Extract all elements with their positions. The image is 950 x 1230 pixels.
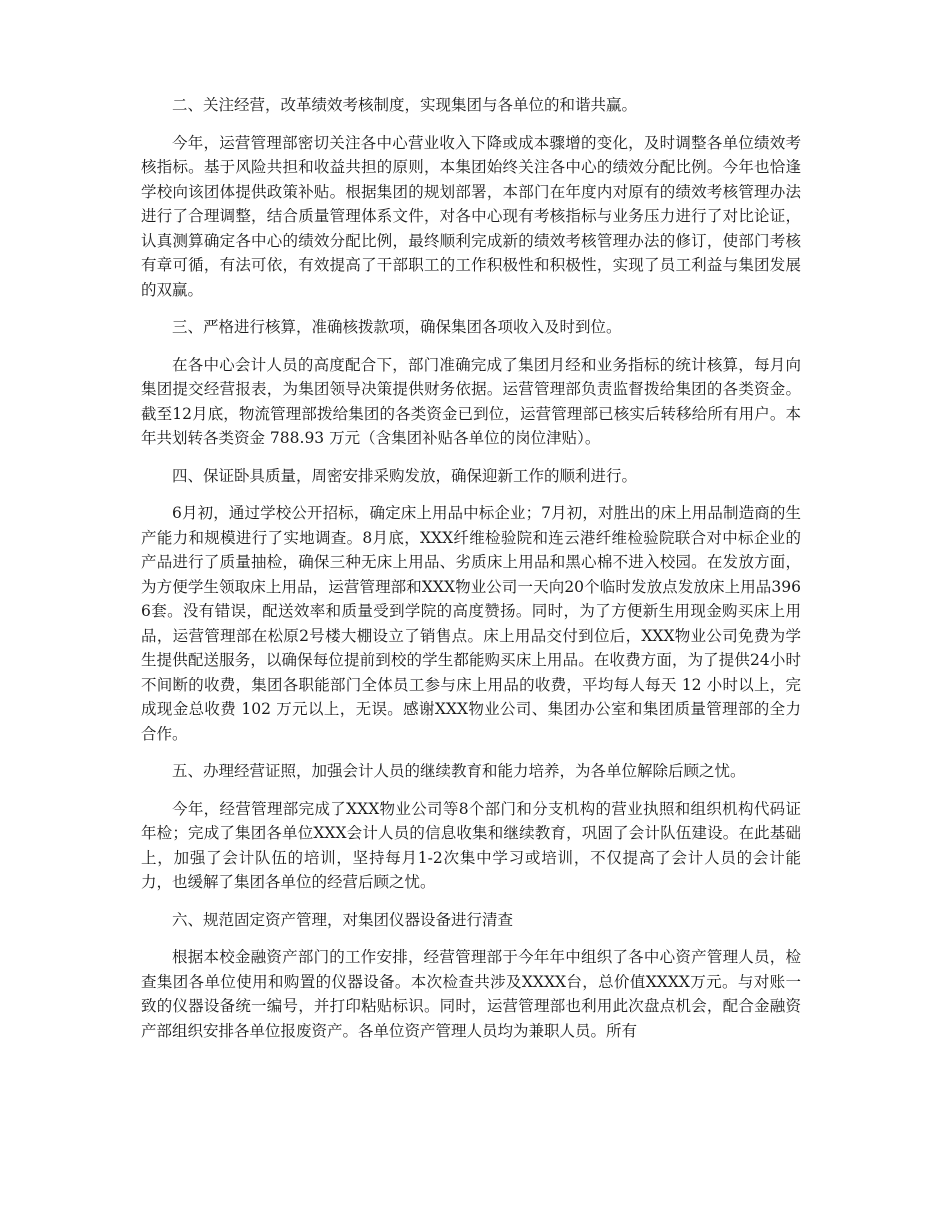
section-heading-4: 四、保证卧具质量，周密安排采购发放，确保迎新工作的顺利进行。 [172, 466, 638, 485]
section-paragraph-6: 根据本校金融资产部门的工作安排，经营管理部于今年年中组织了各中心资产管理人员，检查集团各单位使用和购置的仪器设备。本次检查共涉及XXXX台，总价值XXXX万元。与对账一致的仪器设备统一编号，并打印粘贴标识。同时，运营管理部也利用此次盘点机会，配合金融资产部组织安排各单位报废资产。各单位资产管理人员均为兼职人员。所有 [141, 948, 801, 1040]
document-body [141, 93, 801, 1056]
section-paragraph-4: 6月初，通过学校公开招标，确定床上用品中标企业；7月初，对胜出的床上用品制造商的生产能力和规模进行了实地调查。8月底，XXX纤维检验院和连云港纤维检验院联合对中标企业的产品进行了质量抽检，确保三种无床上用品、劣质床上用品和黑心棉不进入校园。在发放方面，为方便学生领取床上用品，运营管理部和XXX物业公司一天向20个临时发放点发放床上用品3966套。没有错误，配送效率和质量受到学院的高度赞扬。同时，为了方便新生用现金购买床上用品，运营管理部在松原2号楼大棚设立了销售点。床上用品交付到位后，XXX物业公司免费为学生提供配送服务，以确保每位提前到校的学生都能购买床上用品。在收费方面，为了提供24小时不间断的收费，集团各职能部门全体员工参与床上用品的收费，平均每人每天 12 小时以上，完成现金总收费 102 万元以上，无误。感谢XXX物业公司、集团办公室和集团质量管理部的全力合作。 [141, 504, 801, 743]
section-paragraph-2: 今年，运营管理部密切关注各中心营业收入下降或成本骤增的变化，及时调整各单位绩效考核指标。基于风险共担和收益共担的原则，本集团始终关注各中心的绩效分配比例。今年也恰逢学校向该团体提供政策补贴。根据集团的规划部署，本部门在年度内对原有的绩效考核管理办法进行了合理调整，结合质量管理体系文件，对各中心现有考核指标与业务压力进行了对比论证，认真测算确定各中心的绩效分配比例，最终顺利完成新的绩效考核管理办法的修订，使部门考核有章可循，有法可依，有效提高了干部职工的工作积极性和积极性，实现了员工利益与集团发展的双赢。 [141, 133, 801, 299]
section-heading-6: 六、规范固定资产管理，对集团仪器设备进行清查 [172, 910, 514, 929]
section-heading-3: 三、严格进行核算，准确核拨款项，确保集团各项收入及时到位。 [172, 318, 622, 336]
section-heading-2: 二、关注经营，改革绩效考核制度，实现集团与各单位的和谐共赢。 [172, 96, 638, 114]
section-paragraph-5: 今年，经营管理部完成了XXX物业公司等8个部门和分支机构的营业执照和组织机构代码证年检；完成了集团各单位XXX会计人员的信息收集和继续教育，巩固了会计队伍建设。在此基础上，加强了会计队伍的培训，坚持每月1-2次集中学习或培训，不仅提高了会计人员的会计能力，也缓解了集团各单位的经营后顾之忧。 [141, 799, 801, 891]
section-paragraph-3: 在各中心会计人员的高度配合下，部门准确完成了集团月经和业务指标的统计核算，每月向集团提交经营报表，为集团领导决策提供财务依据。运营管理部负责监督拨给集团的各类资金。截至12月底，物流管理部拨给集团的各类资金已到位，运营管理部已核实后转移给所有用户。本年共划转各类资金 788.93 万元（含集团补贴各单位的岗位津贴）。 [141, 355, 801, 447]
section-heading-5: 五、办理经营证照，加强会计人员的继续教育和能力培养，为各单位解除后顾之忧。 [172, 762, 746, 780]
